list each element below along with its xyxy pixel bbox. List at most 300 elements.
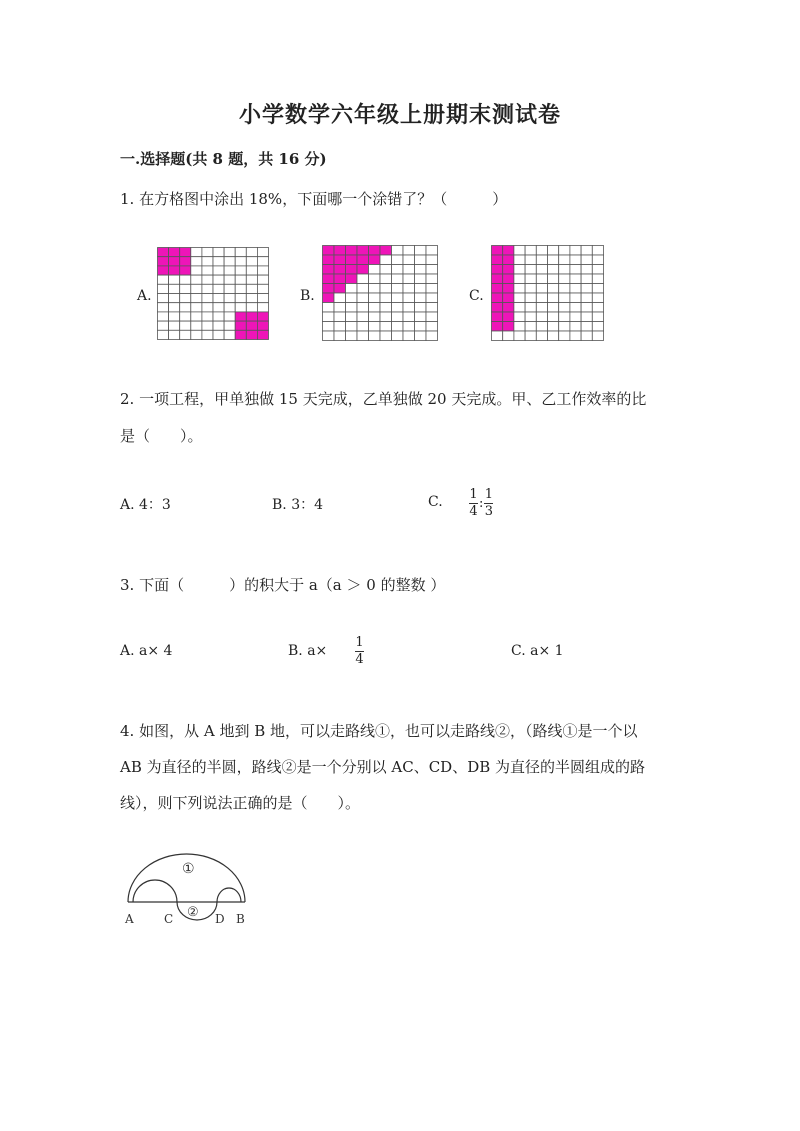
grid-cell bbox=[415, 284, 427, 294]
grid-cell bbox=[246, 266, 257, 275]
grid-cell bbox=[224, 312, 235, 321]
grid-cell bbox=[180, 303, 191, 312]
grid-cell bbox=[525, 312, 536, 322]
grid-cell bbox=[559, 322, 570, 332]
grid-cell-shaded bbox=[503, 246, 514, 256]
grid-cell bbox=[592, 322, 603, 332]
grid-cell bbox=[257, 275, 268, 284]
grid-cell bbox=[581, 255, 592, 265]
grid-cell bbox=[202, 312, 213, 321]
grid-cell bbox=[570, 284, 581, 294]
grid-cell bbox=[426, 322, 438, 332]
grid-cell-shaded bbox=[158, 257, 169, 266]
grid-cell-shaded bbox=[334, 246, 346, 256]
grid-cell bbox=[392, 265, 404, 275]
q1-grid-a bbox=[157, 247, 269, 340]
grid-cell-shaded bbox=[334, 265, 346, 275]
grid-cell bbox=[224, 248, 235, 257]
grid-cell bbox=[525, 331, 536, 341]
grid-cell bbox=[357, 293, 369, 303]
grid-cell bbox=[380, 293, 392, 303]
grid-cell bbox=[415, 255, 427, 265]
point-d-label: D bbox=[215, 912, 225, 926]
grid-cell bbox=[426, 246, 438, 256]
grid-cell bbox=[415, 274, 427, 284]
grid-cell-shaded bbox=[492, 303, 503, 313]
grid-cell bbox=[213, 303, 224, 312]
grid-cell bbox=[158, 321, 169, 330]
question-4-line-3: 线），则下列说法正确的是（ ）。 bbox=[120, 794, 361, 812]
grid-cell-shaded bbox=[158, 266, 169, 275]
grid-cell bbox=[235, 257, 246, 266]
grid-cell-shaded bbox=[346, 265, 358, 275]
grid-cell-shaded bbox=[169, 248, 180, 257]
question-2-line-2: 是（ ）。 bbox=[120, 427, 203, 445]
grid-cell bbox=[369, 331, 381, 341]
grid-cell bbox=[191, 266, 202, 275]
grid-cell bbox=[246, 248, 257, 257]
grid-cell bbox=[514, 255, 525, 265]
grid-cell bbox=[346, 331, 358, 341]
grid-cell bbox=[213, 257, 224, 266]
question-1-text: 1. 在方格图中涂出 18%，下面哪一个涂错了？（ ） bbox=[120, 190, 508, 208]
grid-cell bbox=[581, 331, 592, 341]
grid-cell-shaded bbox=[380, 246, 392, 256]
grid-cell bbox=[570, 265, 581, 275]
grid-cell bbox=[246, 303, 257, 312]
grid-cell-shaded bbox=[503, 312, 514, 322]
grid-cell bbox=[536, 284, 547, 294]
q3-fraction-numerator: 1 bbox=[355, 635, 364, 650]
grid-cell-shaded bbox=[235, 330, 246, 339]
q2-fraction-1-denominator: 4 bbox=[469, 504, 478, 519]
grid-cell bbox=[380, 255, 392, 265]
grid-cell bbox=[257, 303, 268, 312]
grid-cell bbox=[548, 322, 559, 332]
grid-cell bbox=[158, 294, 169, 303]
grid-cell bbox=[169, 303, 180, 312]
q1-grid-b bbox=[322, 245, 438, 341]
section-heading: 一.选择题(共 8 题，共 16 分) bbox=[120, 150, 327, 168]
grid-cell bbox=[548, 265, 559, 275]
grid-cell bbox=[426, 331, 438, 341]
grid-cell bbox=[559, 255, 570, 265]
grid-cell-shaded bbox=[346, 246, 358, 256]
grid-cell bbox=[202, 275, 213, 284]
q2-fraction-2-denominator: 3 bbox=[484, 504, 494, 519]
grid-cell bbox=[246, 294, 257, 303]
route-2-label: ② bbox=[187, 905, 199, 920]
grid-cell bbox=[369, 303, 381, 313]
grid-cell-shaded bbox=[334, 274, 346, 284]
grid-cell bbox=[357, 322, 369, 332]
grid-cell bbox=[403, 312, 415, 322]
grid-cell-shaded bbox=[492, 255, 503, 265]
grid-cell bbox=[323, 322, 335, 332]
grid-cell-shaded bbox=[503, 293, 514, 303]
grid-cell bbox=[357, 284, 369, 294]
grid-cell-shaded bbox=[246, 321, 257, 330]
grid-cell bbox=[581, 246, 592, 256]
grid-cell-shaded bbox=[323, 284, 335, 294]
grid-cell bbox=[525, 255, 536, 265]
grid-cell-shaded bbox=[323, 246, 335, 256]
grid-cell bbox=[191, 330, 202, 339]
grid-cell bbox=[403, 255, 415, 265]
grid-cell bbox=[369, 265, 381, 275]
grid-cell-shaded bbox=[503, 255, 514, 265]
grid-cell bbox=[392, 331, 404, 341]
grid-cell bbox=[346, 293, 358, 303]
grid-cell bbox=[369, 293, 381, 303]
grid-cell bbox=[403, 265, 415, 275]
grid-cell bbox=[334, 293, 346, 303]
grid-cell bbox=[346, 284, 358, 294]
grid-cell bbox=[357, 331, 369, 341]
grid-cell bbox=[392, 312, 404, 322]
grid-cell-shaded bbox=[323, 265, 335, 275]
q2-fraction-2-numerator: 1 bbox=[484, 487, 494, 502]
grid-cell bbox=[415, 246, 427, 256]
grid-cell bbox=[536, 274, 547, 284]
grid-cell bbox=[213, 312, 224, 321]
grid-cell bbox=[426, 274, 438, 284]
grid-cell bbox=[202, 284, 213, 293]
grid-cell bbox=[334, 303, 346, 313]
grid-cell bbox=[213, 330, 224, 339]
grid-cell bbox=[213, 284, 224, 293]
grid-cell bbox=[380, 265, 392, 275]
grid-cell bbox=[536, 331, 547, 341]
grid-cell-shaded bbox=[492, 265, 503, 275]
grid-cell bbox=[559, 246, 570, 256]
grid-cell bbox=[180, 330, 191, 339]
grid-cell bbox=[246, 284, 257, 293]
grid-cell bbox=[224, 330, 235, 339]
grid-cell bbox=[323, 312, 335, 322]
grid-cell bbox=[202, 248, 213, 257]
grid-cell bbox=[158, 275, 169, 284]
point-b-label: B bbox=[236, 912, 245, 926]
grid-cell bbox=[191, 303, 202, 312]
grid-cell bbox=[525, 303, 536, 313]
grid-cell bbox=[536, 246, 547, 256]
grid-cell bbox=[570, 312, 581, 322]
grid-cell bbox=[369, 274, 381, 284]
q3-option-b: B. a× bbox=[288, 643, 328, 659]
grid-cell bbox=[169, 330, 180, 339]
q2-ratio-colon: : bbox=[479, 496, 484, 511]
grid-cell bbox=[592, 246, 603, 256]
grid-cell bbox=[514, 274, 525, 284]
grid-cell-shaded bbox=[503, 265, 514, 275]
grid-cell bbox=[514, 246, 525, 256]
grid-cell-shaded bbox=[257, 321, 268, 330]
grid-cell bbox=[323, 331, 335, 341]
grid-cell bbox=[559, 274, 570, 284]
grid-cell-shaded bbox=[334, 284, 346, 294]
grid-cell bbox=[403, 274, 415, 284]
grid-cell bbox=[392, 274, 404, 284]
grid-cell bbox=[158, 303, 169, 312]
grid-cell bbox=[235, 266, 246, 275]
grid-cell-shaded bbox=[492, 293, 503, 303]
grid-cell-shaded bbox=[492, 246, 503, 256]
grid-cell-shaded bbox=[492, 312, 503, 322]
grid-cell bbox=[426, 255, 438, 265]
grid-cell-shaded bbox=[492, 322, 503, 332]
grid-cell bbox=[257, 284, 268, 293]
grid-cell-shaded bbox=[235, 321, 246, 330]
grid-cell bbox=[403, 284, 415, 294]
q2-fraction-1 bbox=[469, 488, 478, 519]
grid-cell-shaded bbox=[235, 312, 246, 321]
q3-option-c: C. a× 1 bbox=[511, 643, 564, 659]
grid-cell bbox=[592, 284, 603, 294]
grid-cell bbox=[514, 303, 525, 313]
grid-cell bbox=[191, 284, 202, 293]
grid-cell bbox=[592, 265, 603, 275]
grid-cell bbox=[224, 266, 235, 275]
q1-option-b-label: B. bbox=[300, 288, 315, 304]
grid-cell bbox=[403, 293, 415, 303]
grid-cell bbox=[536, 265, 547, 275]
grid-cell bbox=[570, 293, 581, 303]
grid-cell bbox=[403, 303, 415, 313]
grid-cell bbox=[158, 284, 169, 293]
grid-cell bbox=[592, 293, 603, 303]
grid-cell bbox=[525, 284, 536, 294]
grid-cell bbox=[426, 265, 438, 275]
grid-cell bbox=[570, 331, 581, 341]
grid-cell bbox=[492, 331, 503, 341]
q3-option-b-fraction bbox=[355, 636, 364, 667]
grid-cell bbox=[581, 265, 592, 275]
question-4-line-2: AB 为直径的半圆，路线②是一个分别以 AC、CD、DB 为直径的半圆组成的路 bbox=[120, 758, 646, 776]
q1-grid-c bbox=[491, 245, 604, 341]
grid-cell bbox=[191, 275, 202, 284]
grid-cell bbox=[180, 294, 191, 303]
grid-cell bbox=[403, 322, 415, 332]
grid-cell-shaded bbox=[158, 248, 169, 257]
grid-cell bbox=[581, 303, 592, 313]
grid-cell bbox=[202, 294, 213, 303]
grid-cell bbox=[180, 275, 191, 284]
question-3-text: 3. 下面（ ）的积大于 a（a ＞ 0 的整数 ） bbox=[120, 576, 446, 594]
grid-cell bbox=[415, 312, 427, 322]
grid-cell bbox=[581, 312, 592, 322]
grid-cell bbox=[426, 293, 438, 303]
grid-cell bbox=[548, 312, 559, 322]
grid-cell bbox=[235, 294, 246, 303]
grid-cell bbox=[357, 303, 369, 313]
grid-cell bbox=[224, 321, 235, 330]
grid-cell-shaded bbox=[334, 255, 346, 265]
grid-cell bbox=[403, 246, 415, 256]
grid-cell-shaded bbox=[246, 330, 257, 339]
grid-cell bbox=[392, 303, 404, 313]
grid-cell bbox=[202, 303, 213, 312]
grid-cell bbox=[514, 331, 525, 341]
grid-cell bbox=[403, 331, 415, 341]
grid-cell bbox=[548, 303, 559, 313]
route-2-arc-ac bbox=[133, 880, 177, 902]
grid-cell bbox=[235, 303, 246, 312]
grid-cell bbox=[246, 275, 257, 284]
grid-cell bbox=[213, 266, 224, 275]
grid-cell bbox=[592, 303, 603, 313]
grid-cell bbox=[426, 284, 438, 294]
grid-cell bbox=[257, 248, 268, 257]
grid-cell bbox=[514, 322, 525, 332]
grid-cell bbox=[202, 330, 213, 339]
grid-cell bbox=[525, 322, 536, 332]
grid-cell bbox=[224, 294, 235, 303]
grid-cell bbox=[570, 246, 581, 256]
grid-cell-shaded bbox=[257, 330, 268, 339]
grid-cell bbox=[213, 321, 224, 330]
grid-cell bbox=[592, 274, 603, 284]
grid-cell bbox=[346, 303, 358, 313]
grid-cell bbox=[380, 284, 392, 294]
grid-cell bbox=[536, 322, 547, 332]
q2-fraction-1-numerator: 1 bbox=[469, 487, 478, 502]
grid-cell-shaded bbox=[357, 255, 369, 265]
page-title: 小学数学六年级上册期末测试卷 bbox=[238, 102, 561, 128]
grid-cell bbox=[548, 331, 559, 341]
q1-option-a-label: A. bbox=[137, 288, 152, 304]
grid-cell bbox=[559, 331, 570, 341]
grid-cell bbox=[191, 312, 202, 321]
grid-cell-shaded bbox=[357, 246, 369, 256]
question-2-line-1: 2. 一项工程，甲单独做 15 天完成，乙单独做 20 天完成。甲、乙工作效率的比 bbox=[120, 390, 647, 408]
grid-cell bbox=[346, 312, 358, 322]
grid-cell bbox=[235, 275, 246, 284]
grid-cell bbox=[224, 257, 235, 266]
q3-fraction-denominator: 4 bbox=[355, 652, 364, 667]
grid-cell-shaded bbox=[503, 284, 514, 294]
grid-cell bbox=[224, 275, 235, 284]
grid-cell bbox=[202, 257, 213, 266]
grid-cell bbox=[224, 284, 235, 293]
grid-cell-shaded bbox=[369, 246, 381, 256]
grid-cell bbox=[369, 322, 381, 332]
grid-cell bbox=[514, 284, 525, 294]
grid-cell bbox=[213, 248, 224, 257]
grid-cell bbox=[559, 265, 570, 275]
grid-cell bbox=[235, 284, 246, 293]
grid-cell bbox=[426, 303, 438, 313]
grid-cell bbox=[257, 266, 268, 275]
grid-cell bbox=[357, 274, 369, 284]
grid-cell bbox=[426, 312, 438, 322]
grid-cell bbox=[503, 331, 514, 341]
grid-cell bbox=[581, 322, 592, 332]
grid-cell bbox=[257, 294, 268, 303]
grid-cell bbox=[415, 331, 427, 341]
grid-cell-shaded bbox=[346, 255, 358, 265]
grid-cell bbox=[380, 312, 392, 322]
grid-cell bbox=[180, 284, 191, 293]
grid-cell bbox=[581, 293, 592, 303]
grid-cell bbox=[169, 321, 180, 330]
grid-cell bbox=[592, 331, 603, 341]
grid-cell-shaded bbox=[492, 274, 503, 284]
grid-cell bbox=[169, 312, 180, 321]
grid-cell bbox=[559, 293, 570, 303]
grid-cell bbox=[392, 284, 404, 294]
grid-cell bbox=[202, 266, 213, 275]
grid-cell bbox=[548, 284, 559, 294]
grid-cell-shaded bbox=[357, 265, 369, 275]
grid-cell bbox=[570, 274, 581, 284]
grid-cell-shaded bbox=[323, 255, 335, 265]
grid-cell bbox=[158, 330, 169, 339]
grid-cell bbox=[536, 312, 547, 322]
grid-cell bbox=[392, 255, 404, 265]
grid-cell bbox=[525, 293, 536, 303]
grid-cell bbox=[169, 275, 180, 284]
grid-cell bbox=[334, 331, 346, 341]
grid-cell bbox=[392, 246, 404, 256]
grid-cell bbox=[323, 303, 335, 313]
point-a-label: A bbox=[125, 912, 134, 926]
grid-cell bbox=[191, 294, 202, 303]
grid-cell bbox=[592, 312, 603, 322]
grid-cell bbox=[334, 312, 346, 322]
grid-cell bbox=[415, 303, 427, 313]
grid-cell-shaded bbox=[323, 293, 335, 303]
grid-cell bbox=[246, 257, 257, 266]
grid-cell bbox=[392, 293, 404, 303]
grid-cell bbox=[202, 321, 213, 330]
grid-cell bbox=[180, 321, 191, 330]
grid-cell bbox=[392, 322, 404, 332]
grid-cell bbox=[548, 293, 559, 303]
grid-cell bbox=[180, 312, 191, 321]
grid-cell bbox=[514, 265, 525, 275]
q2-option-b: B. 3：4 bbox=[272, 497, 324, 513]
q2-option-c: C. bbox=[428, 494, 443, 510]
grid-cell bbox=[380, 274, 392, 284]
grid-cell bbox=[525, 265, 536, 275]
grid-cell-shaded bbox=[180, 257, 191, 266]
q2-fraction-2 bbox=[484, 488, 493, 519]
grid-cell-shaded bbox=[246, 312, 257, 321]
grid-cell bbox=[415, 265, 427, 275]
grid-cell bbox=[525, 246, 536, 256]
grid-cell bbox=[415, 293, 427, 303]
grid-cell-shaded bbox=[503, 303, 514, 313]
route-2-arc-db bbox=[217, 888, 241, 902]
grid-cell bbox=[213, 275, 224, 284]
grid-cell bbox=[592, 255, 603, 265]
q2-option-a: A. 4：3 bbox=[120, 497, 171, 513]
grid-cell bbox=[357, 312, 369, 322]
q3-option-a: A. a× 4 bbox=[120, 643, 173, 659]
grid-cell bbox=[581, 284, 592, 294]
grid-cell bbox=[380, 322, 392, 332]
grid-cell bbox=[415, 322, 427, 332]
grid-cell bbox=[548, 274, 559, 284]
grid-cell bbox=[514, 293, 525, 303]
grid-cell bbox=[191, 248, 202, 257]
grid-cell bbox=[346, 322, 358, 332]
grid-cell-shaded bbox=[169, 266, 180, 275]
grid-cell-shaded bbox=[503, 322, 514, 332]
grid-cell-shaded bbox=[180, 248, 191, 257]
grid-cell bbox=[548, 255, 559, 265]
